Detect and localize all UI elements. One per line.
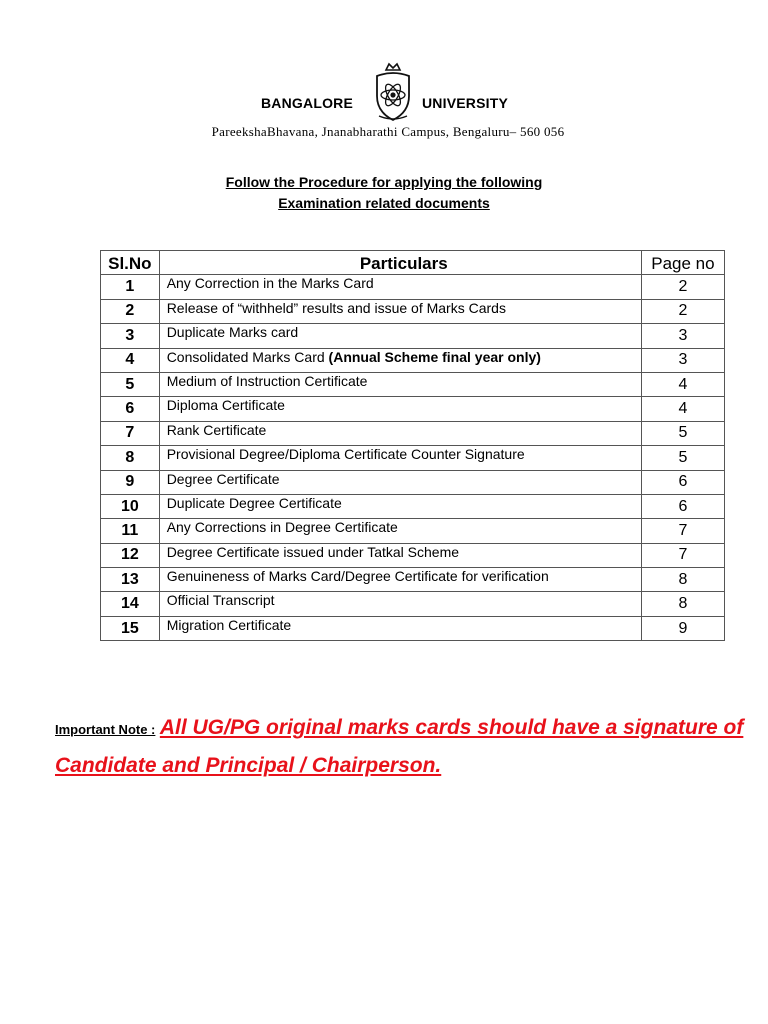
- table-row: [101, 397, 725, 421]
- row-particulars-text: Any Corrections in Degree Certificate: [166, 519, 398, 536]
- row-page-no: 8: [641, 568, 724, 592]
- table-row: [101, 372, 725, 396]
- row-particulars-text: Provisional Degree/Diploma Certificate Counter Signature: [166, 446, 525, 463]
- row-particulars: [159, 421, 641, 445]
- row-sl-no: 13: [101, 568, 160, 592]
- row-particulars: [159, 592, 641, 616]
- row-page-no: 5: [641, 446, 724, 470]
- row-page-no: 3: [641, 348, 724, 372]
- row-particulars: [159, 494, 641, 518]
- row-sl-no: 12: [101, 543, 160, 567]
- row-particulars-text: Consolidated Marks Card: [166, 348, 329, 365]
- row-sl-no: 10: [101, 494, 160, 518]
- row-page-no: 9: [641, 616, 724, 640]
- table-row: [101, 543, 725, 567]
- row-particulars-text: Medium of Instruction Certificate: [166, 372, 368, 389]
- row-particulars: [159, 470, 641, 494]
- header-sl-no: Sl.No: [101, 251, 160, 275]
- row-page-no: 7: [641, 519, 724, 543]
- row-particulars: [159, 324, 641, 348]
- table-row: [101, 421, 725, 445]
- university-emblem-icon: [369, 60, 417, 124]
- procedure-heading-line2: Examination related documents: [278, 195, 490, 211]
- row-particulars: [159, 348, 641, 372]
- row-sl-no: 7: [101, 421, 160, 445]
- table-row: [101, 519, 725, 543]
- procedure-heading-line1: Follow the Procedure for applying the following: [225, 174, 543, 190]
- row-particulars-text: Diploma Certificate: [166, 397, 285, 414]
- row-particulars-text: Degree Certificate issued under Tatkal Scheme: [166, 543, 460, 560]
- important-note-text: All UG/PG original marks cards should have a signature of Candidate and Principal / Chairperson.: [55, 716, 744, 777]
- row-sl-no: 9: [101, 470, 160, 494]
- row-particulars: [159, 397, 641, 421]
- documents-table: [100, 250, 725, 641]
- table-row: [101, 299, 725, 323]
- university-title-right: UNIVERSITY: [422, 95, 509, 111]
- row-sl-no: 1: [101, 275, 160, 299]
- table-row: [101, 324, 725, 348]
- row-particulars: [159, 275, 641, 299]
- row-page-no: 6: [641, 470, 724, 494]
- table-header-row: [101, 251, 725, 275]
- row-sl-no: 4: [101, 348, 160, 372]
- row-page-no: 2: [641, 275, 724, 299]
- table-row: [101, 470, 725, 494]
- row-page-no: 7: [641, 543, 724, 567]
- row-sl-no: 8: [101, 446, 160, 470]
- row-sl-no: 14: [101, 592, 160, 616]
- row-particulars: [159, 299, 641, 323]
- row-sl-no: 2: [101, 299, 160, 323]
- row-particulars-bold: (Annual Scheme final year only): [328, 348, 541, 365]
- row-particulars: [159, 446, 641, 470]
- row-page-no: 3: [641, 324, 724, 348]
- row-particulars: [159, 372, 641, 396]
- important-note: [55, 710, 755, 786]
- row-particulars-text: Official Transcript: [166, 592, 275, 609]
- table-row: [101, 275, 725, 299]
- table-row: [101, 616, 725, 640]
- table-row: [101, 592, 725, 616]
- row-page-no: 6: [641, 494, 724, 518]
- header-particulars: Particulars: [159, 251, 641, 275]
- row-page-no: 4: [641, 372, 724, 396]
- row-page-no: 2: [641, 299, 724, 323]
- table-row: [101, 494, 725, 518]
- row-sl-no: 11: [101, 519, 160, 543]
- row-particulars: [159, 543, 641, 567]
- university-address: PareekshaBhavana, Jnanabharathi Campus, Bengaluru– 560 056: [211, 124, 565, 139]
- university-title-left: BANGALORE: [261, 95, 354, 111]
- table-row: [101, 568, 725, 592]
- table-row: [101, 348, 725, 372]
- row-sl-no: 15: [101, 616, 160, 640]
- page-header: [0, 58, 768, 128]
- table-row: [101, 446, 725, 470]
- row-particulars-text: Duplicate Degree Certificate: [166, 494, 342, 511]
- important-note-label: Important Note :: [55, 722, 156, 737]
- row-page-no: 5: [641, 421, 724, 445]
- row-particulars-text: Any Correction in the Marks Card: [166, 275, 374, 292]
- row-sl-no: 5: [101, 372, 160, 396]
- row-particulars: [159, 616, 641, 640]
- row-particulars-text: Genuineness of Marks Card/Degree Certificate for verification: [166, 568, 549, 585]
- procedure-heading: [0, 172, 768, 214]
- row-page-no: 4: [641, 397, 724, 421]
- header-page-no: Page no: [641, 251, 724, 275]
- row-particulars: [159, 519, 641, 543]
- row-sl-no: 3: [101, 324, 160, 348]
- row-particulars-text: Migration Certificate: [166, 616, 292, 633]
- row-page-no: 8: [641, 592, 724, 616]
- row-particulars-text: Release of “withheld” results and issue of Marks Cards: [166, 299, 506, 316]
- row-particulars-text: Duplicate Marks card: [166, 324, 299, 341]
- row-particulars: [159, 568, 641, 592]
- row-particulars-text: Rank Certificate: [166, 421, 267, 438]
- row-sl-no: 6: [101, 397, 160, 421]
- row-particulars-text: Degree Certificate: [166, 470, 280, 487]
